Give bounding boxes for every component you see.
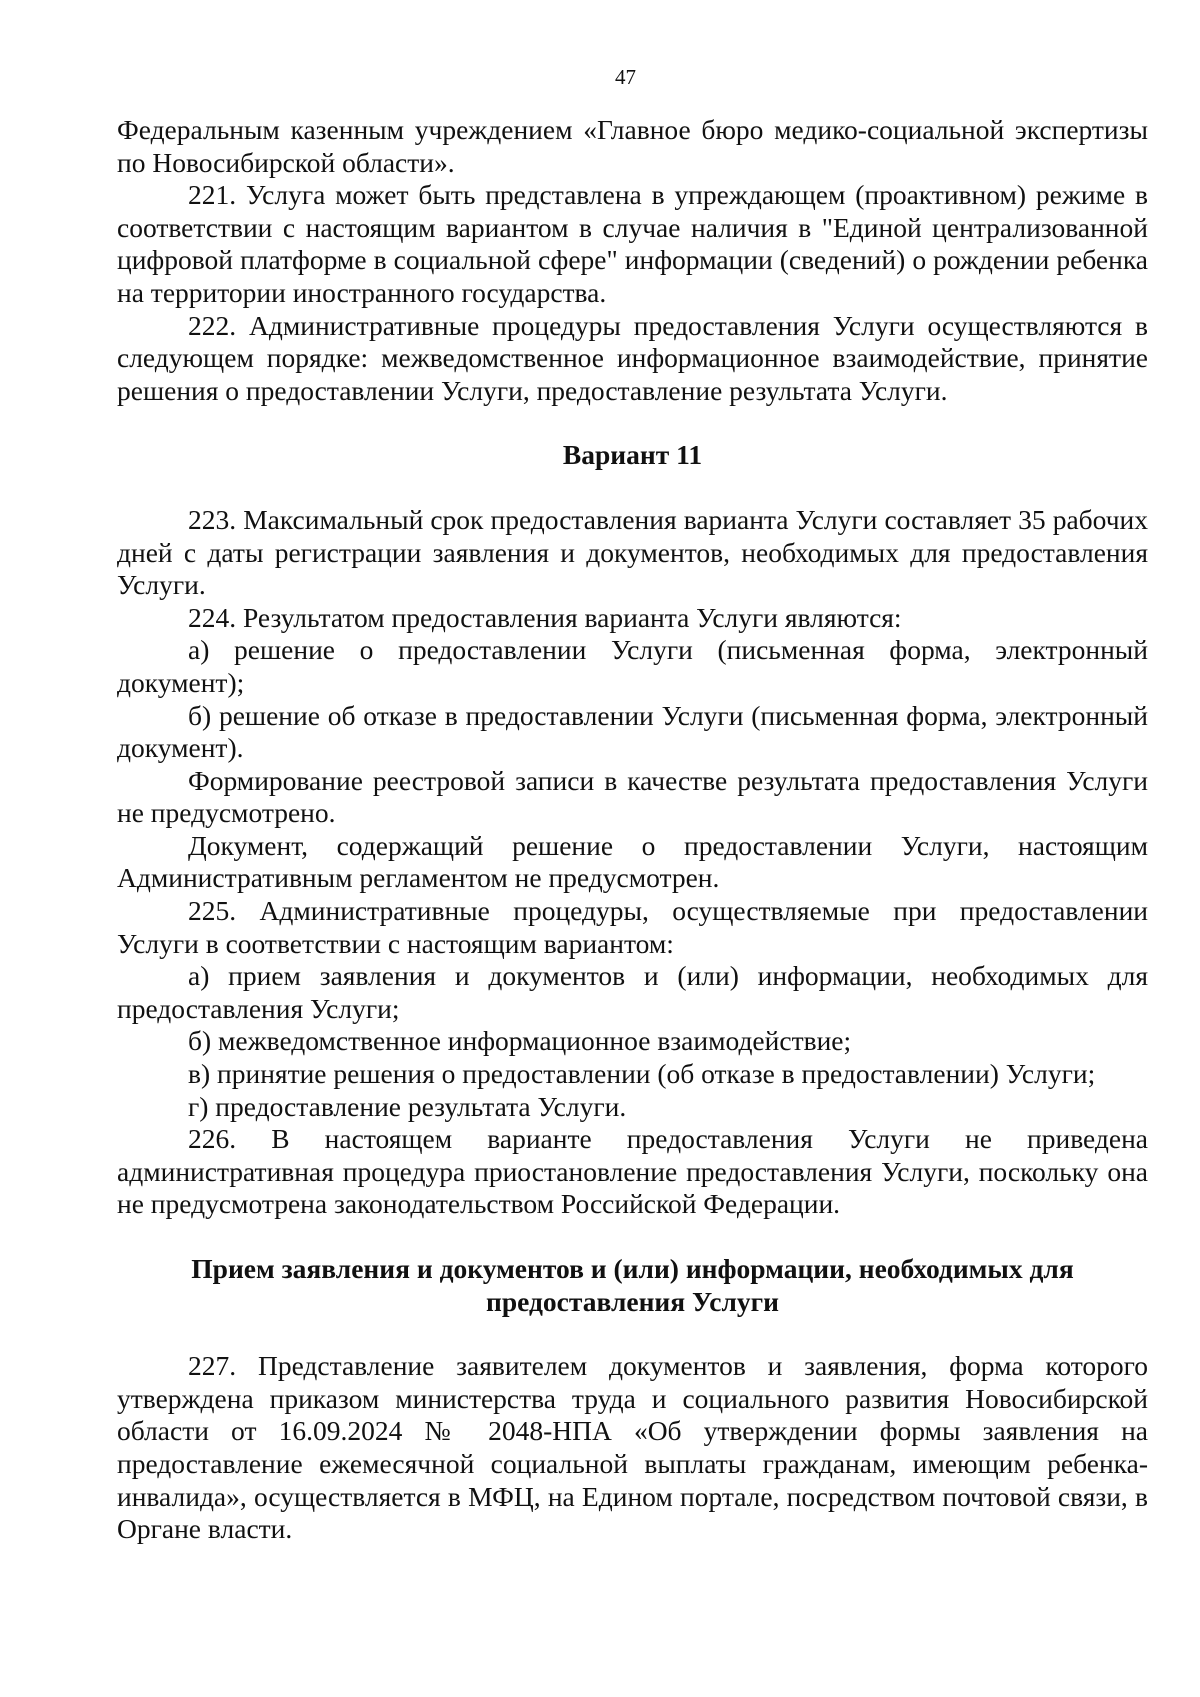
list-item-225-v: в) принятие решения о предоставлении (об отказе в предоставлении) Услуги; [188, 1058, 1096, 1090]
section-heading-variant-11: Вариант 11 [562, 439, 703, 471]
list-item-225-a: а) прием заявления и документов и (или) информации, необходимых для предоставления Услуги; [117, 960, 1148, 1024]
paragraph-registry-record: Формирование реестровой записи в качестве результата предоставления Услуги не предусмотрено. [117, 764, 1148, 829]
paragraph-225: 225. Административные процедуры, осуществляемые при предоставлении Услуги в соответствии с настоящим вариантом: [117, 895, 1148, 959]
paragraph-224: 224. Результатом предоставления варианта Услуги являются: [188, 601, 902, 633]
paragraph-221: 221. Услуга может быть представлена в упреждающем (проактивном) режиме в соответствии с настоящим вариантом в случае наличия в "Единой централизованной цифровой платформе в социальной сфере" информации (сведений) о рождении ребенка на территории иностранного государства. [117, 179, 1148, 308]
paragraph-226: 226. В настоящем варианте предоставления Услуги не приведена административная процедура приостановление предоставления Услуги, поскольку она не предусмотрена законодательством Российской Федерации. [117, 1123, 1148, 1220]
document-page [117, 62, 1148, 1546]
list-item-225-b: б) межведомственное информационное взаимодействие; [188, 1025, 852, 1057]
page-number: 47 [615, 65, 636, 89]
paragraph-continuation: Федеральным казенным учреждением «Главное бюро медико-социальной экспертизы по Новосибирской области». [117, 114, 1148, 178]
paragraph-decision-document: Документ, содержащий решение о предоставлении Услуги, настоящим Административным регламентом не предусмотрен. [117, 829, 1148, 894]
paragraph-222: 222. Административные процедуры предоставления Услуги осуществляются в следующем порядке: межведомственное информационное взаимодействие, принятие решения о предоставлении Услуги, предоставление результата Услуги. [117, 309, 1148, 406]
paragraph-227: 227. Представление заявителем документов и заявления, форма которого утверждена приказом министерства труда и социального развития Новосибирской области от 16.09.2024 № 2048-НПА «Об утверждении формы заявления на предоставление ежемесячной социальной выплаты гражданам, имеющим ребенка-инвалида», осуществляется в МФЦ, на Едином портале, посредством почтовой связи, в Органе власти. [117, 1350, 1148, 1545]
paragraph-223: 223. Максимальный срок предоставления варианта Услуги составляет 35 рабочих дней с даты регистрации заявления и документов, необходимых для предоставления Услуги. [117, 503, 1148, 601]
heading-line-1: Прием заявления и документов и (или) информации, необходимых для [191, 1253, 1074, 1284]
list-item-225-g: г) предоставление результата Услуги. [188, 1090, 627, 1122]
section-heading-application-reception [117, 1253, 1148, 1318]
list-item-224-b: б) решение об отказе в предоставлении Услуги (письменная форма, электронный документ). [117, 699, 1148, 764]
list-item-224-a: а) решение о предоставлении Услуги (письменная форма, электронный документ); [117, 634, 1148, 698]
heading-line-2: предоставления Услуги [486, 1285, 779, 1317]
